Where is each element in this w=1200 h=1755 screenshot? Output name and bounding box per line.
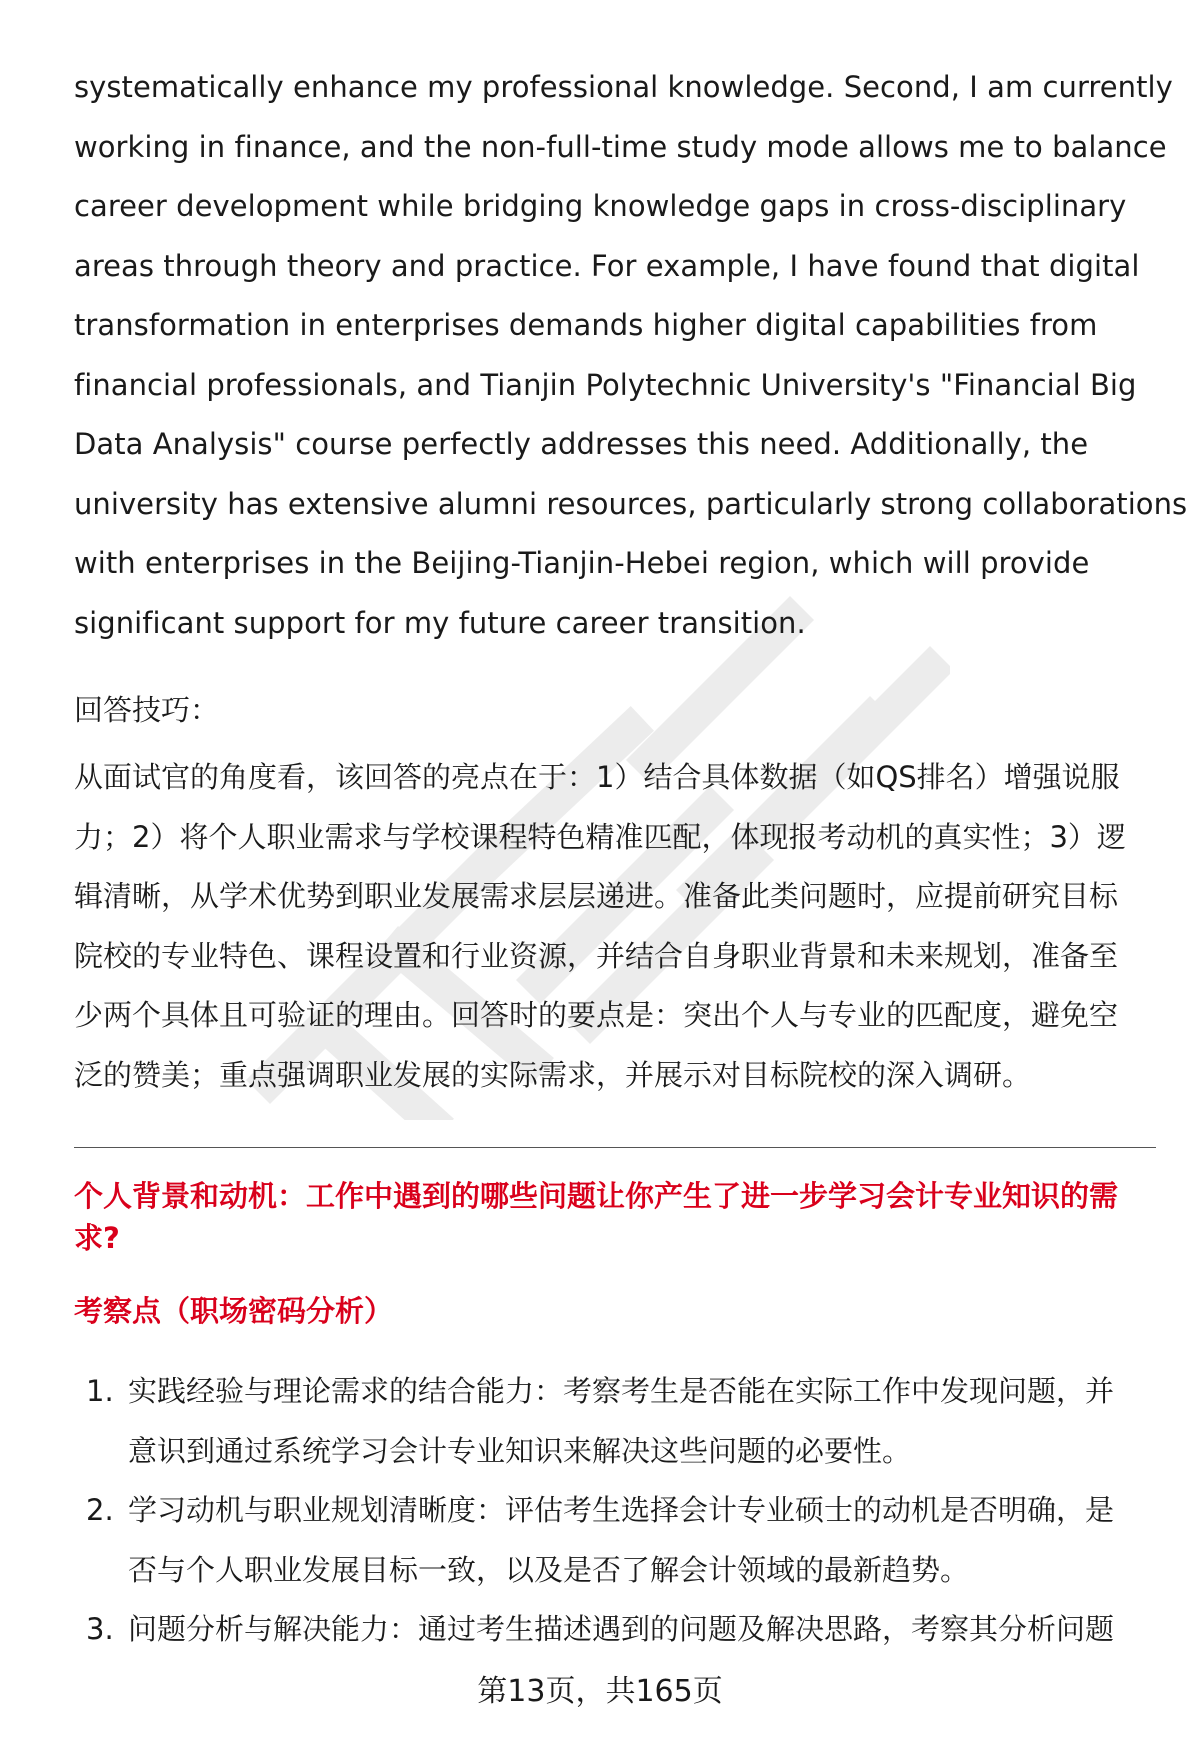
paragraph-line: university has extensive alumni resources, particularly strong collaborations xyxy=(74,486,1188,521)
tips-line: 力；2）将个人职业需求与学校课程特色精准匹配，体现报考动机的真实性；3）逻 xyxy=(74,819,1126,854)
list-item-line: 意识到通过系统学习会计专业知识来解决这些问题的必要性。 xyxy=(128,1433,912,1468)
tips-line: 辑清晰，从学术优势到职业发展需求层层递进。准备此类问题时，应提前研究目标 xyxy=(74,879,1119,913)
list-item-line: 学习动机与职业规划清晰度：评估考生选择会计专业硕士的动机是否明确，是 xyxy=(128,1493,1115,1527)
tips-line: 泛的赞美；重点强调职业发展的实际需求，并展示对目标院校的深入调研。 xyxy=(74,1057,1032,1092)
page-number-footer: 第13页，共165页 xyxy=(477,1674,723,1709)
paragraph-line: transformation in enterprises demands higher digital capabilities from xyxy=(74,308,1098,342)
tips-label: 回答技巧： xyxy=(74,693,220,727)
list-item-number: 1. xyxy=(86,1374,114,1408)
paragraph-line: systematically enhance my professional knowledge. Second, I am currently xyxy=(74,70,1173,104)
tips-line: 从面试官的角度看，该回答的亮点在于：1）结合具体数据（如QS排名）增强说服 xyxy=(74,760,1120,794)
list-item-line: 问题分析与解决能力：通过考生描述遇到的问题及解决思路，考察其分析问题 xyxy=(128,1612,1115,1646)
paragraph-line: working in finance, and the non-full-time study mode allows me to balance xyxy=(74,129,1167,164)
answer-paragraph xyxy=(74,58,1188,653)
tips-line: 少两个具体且可验证的理由。回答时的要点是：突出个人与专业的匹配度，避免空 xyxy=(74,998,1119,1032)
paragraph-line: Data Analysis" course perfectly addresses this need. Additionally, the xyxy=(74,427,1089,461)
list-item-number: 3. xyxy=(86,1612,114,1646)
paragraph-line: career development while bridging knowledge gaps in cross-disciplinary xyxy=(74,189,1127,223)
list-item xyxy=(74,1362,1154,1481)
section-heading: 考察点（职场密码分析） xyxy=(74,1294,394,1328)
evaluation-points-list xyxy=(74,1362,1154,1660)
paragraph-line: areas through theory and practice. For example, I have found that digital xyxy=(74,248,1140,283)
question-line: 求? xyxy=(74,1221,120,1255)
tips-body xyxy=(74,748,1154,1105)
paragraph-line: significant support for my future career transition. xyxy=(74,605,806,640)
paragraph-line: financial professionals, and Tianjin Polytechnic University's "Financial Big xyxy=(74,367,1137,402)
section-divider xyxy=(74,1147,1156,1148)
tips-line: 院校的专业特色、课程设置和行业资源，并结合自身职业背景和未来规划，准备至 xyxy=(74,938,1119,973)
list-item-line: 否与个人职业发展目标一致，以及是否了解会计领域的最新趋势。 xyxy=(128,1552,970,1587)
list-item-line: 实践经验与理论需求的结合能力：考察考生是否能在实际工作中发现问题，并 xyxy=(128,1374,1115,1408)
paragraph-line: with enterprises in the Beijing-Tianjin-Hebei region, which will provide xyxy=(74,546,1090,580)
question-title xyxy=(74,1175,1154,1259)
list-item xyxy=(74,1481,1154,1600)
list-item xyxy=(74,1600,1154,1660)
question-line: 个人背景和动机：工作中遇到的哪些问题让你产生了进一步学习会计专业知识的需 xyxy=(74,1179,1119,1213)
list-item-number: 2. xyxy=(86,1493,114,1527)
